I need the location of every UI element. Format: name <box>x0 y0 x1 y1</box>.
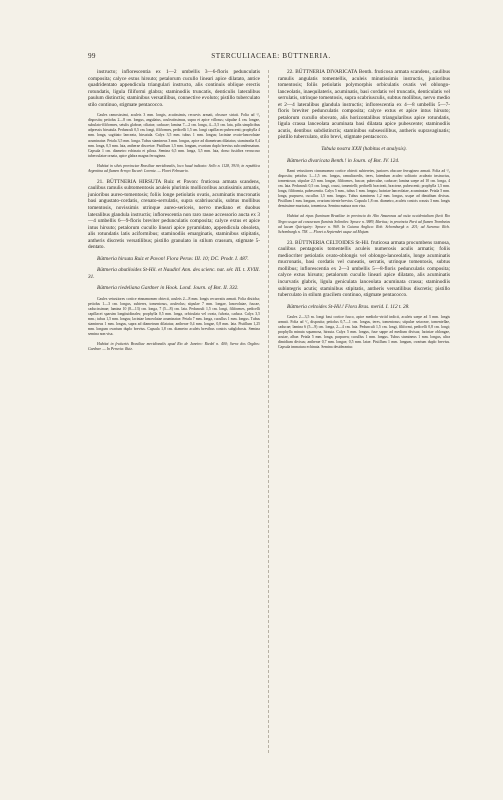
paragraph-habitat: Habitat ad ripas fluminum Brasiliae in provincia do Alto Amazonas ad ostia occidentalium fluvii Rio Negro usque ad concursum fluminis Solimões: Spruce n. 3889, Martius; in provincia Pará ad flumen Trombetas ad lacum Quiriquiry: Spruce n. 969. In Guiana Anglica: Rob. Schomburgk n. 201; ad Surumu: Rich. Schomburgk n. 758. — Floret a Septembri usque ad Majum. <box>278 214 450 234</box>
running-title: STERCULIACEAE: BÜTTNERIA. <box>211 52 331 60</box>
column-divider <box>268 70 270 753</box>
page-number: 99 <box>88 52 96 60</box>
synonym-citation: Büttneria abutiloides St-Hil. et Naudin! Ann. des scienc. nat. sér. III. t. XVIII. 31. <box>88 267 260 280</box>
species-22-description: 22. BÜTTNERIA DIVARICATA Benth. fruticosa armata scandens, caulibus ramulis angulatis tomentellis, aculeis minutissimis instructis, junioribus tomentosis; foliis petiolatis polymorphis orbiculatis ovatis vel oblongo-lanceolatis, inaequilateris, acuminatis, basi cordatis vel truncatis, denticulatis vel serrulatis, utrinque tomentosis, supra scabriusculis, subtus mollibus, nervo medio et 2—4 lateralibus glandula instructis; inflorescentia ex 4—8 umbellis 5—7-floris breviter pedunculatis composita; calyce extus et apice intus hirsuto; petalorum cucullo obovato, alis horizontalibus triangularibus apice rotundatis, ligula crassa lanceolata acuminata basi dilatata apice pubescente; staminodiis acutis, dentibus subdistinctis; staminibus subsessilibus, antheris supravaginatis; pistillo tuberculato, stilo brevi, stigmate pentacocco. <box>278 69 450 141</box>
species-21-description: 21. BÜTTNERIA HIRSUTA Ruiz et Pavon: fruticosa armata scandens, caulibus ramulis subtomentosis aculeis plurimis mollicoribus acutissimis armatis, junioribus aureo-tomentosis; foliis longe petiolatis ovatis, acuminatis mucronatis basi angustato-cordatis, crenato-serrulatis, supra scabriusculis, subtus mollibus tomentosis, novissimis utrinque aureo-sericeis, nervo mediano et duobus lateralibus glandula instructis; inflorescentia non raro rasoe accessorio aucta ex 3—4 umbellis 6—9-floris breviter pedunculatis composita; calyce extus et apice intus hirsuto; petalorum cucullo lineari apice pyramidato, appendicula obsoleta, alis rotundatis latis aciformibus; staminodiis emarginatis, staminibus stipitatis, antheris discretis versatilibus; pistillo granulato in stilum crassum, stigmate 5-dentato. <box>88 178 260 251</box>
synonym-citation: Büttneria hirsuta Ruiz et Pavon! Flora Peruv. III. 10; DC. Prodr. I. 487. <box>97 255 249 262</box>
plate-reference: Tabula nostra XXII (habitus et analysis). <box>321 146 407 153</box>
paragraph-habitat: Habitat in silvis provinciae Brasiliae meridionalis, loco haud indicato: Sello n. 1128, 3910; in republica Argentina ad flumen Arroyo Yacaré: Lorentz. — Floret Februario. <box>88 163 260 173</box>
species-23-description: 23. BÜTTNERIA CELTOIDES St-Hil. fruticosa armata procumbens ramosa, caulibus pentagonis tomentellis aculeis numerosis aculis armatis; foliis mediocriter petiolatis ovato-oblongis vel oblongo-lanceolatis, longe acuminatis mucronatis, basi cordatis vel cuneatis, serratis, utrinque tomentosis, subtus mollibus; inflorescentia ex 2—3 umbellis 5—8-floris pedunculatis composita; calyce extus hirsuto; petalorum cucullo lineari apice dilatato, alis acuminatis incurvatis glabris, ligula geniculata lanceolata acuminata crassa; staminodiis subintegris acutis; staminibus stipitatis, antheris versatilibus discretis; pistillo tuberculato in stilum gracilem continuo, stigmate pentacocco. <box>278 239 450 299</box>
paragraph-measurements: Rami vetustiores cinnamomeo cortice obtecti subteretes, juniores obscure ferrugineo armati. Folia ad ²/₃ disposita; petiolus 1—1,5 cm. longus, ramuliacedis, teres, latendum aculeo solitario aculeato instructus, tomentosus; stipulae 2,5 mm. longae, filiformes, fuscae, pubeculae, caducae; lamina saepe ad 10 cm. longa, 4 cm. lata. Pedunculi 0,5 cm. longi, crassi, tomentelli; pedicelli bracteati, bracteae, pubescenti; prophylla 1,5 mm. longa, filiformia, pubescentia. Calyx 5 mm., tubus 1 mm. longus; laciniae lanceolatae, acuminatae. Petala 5 mm. longa, purpurea, cucullus 1,5 mm. longus. Tubus stamineus 1,2 mm. longus, usque ad dimidium divisus. Pistillum 1 mm. longum, ovarium triente brevius. Capsula 1,8 cm. diametro, aculeis conicis crassis 3 mm. longis densissime muricata, tomentosa. Semina matura non visa. <box>278 169 450 209</box>
left-column <box>88 69 260 352</box>
paragraph-measurements: Caules vetustiores cortice einnamomeo obtecti, aculeis 2—8 mm. longis recurvatis armati. Folia disticha; petiolus 1—3 cm. longus, subteres, tomentosus, aculeolus; stipulae 7 mm. longae, lanceolatae, fuscae, caducissimae; lamina 10 (8—13) cm. longa, 7 (5—8) cm. lata. Pedunculi 1,5 cm. longi, filiformes, pedicelli capillacei sparsim longituidinales; prophylla 0,5 mm. longa, orbiculata vel ovata, fulvata, caduca. Calyx 3,5 mm.; tubus 1,5 mm. longus; laciniae lanceolatae acuminatae. Petala 7 mm. longa, cucullus 1 mm. longus. Tubus stamineus 1 mm. longus, supra ad diametrum dilatatus; antherae 0,4 mm. longae, 0,8 mm. lata. Pistillum 1,25 mm. longum ovarium duplo brevius. Capsula 1,8 cm. diametro aculeis brevibus conicis subglobosis. Semina semina non visa. <box>88 297 260 337</box>
paragraph-habitat: Habitat in fruticetis Brasiliae meridionalis apud Rio de Janeiro: Riedel n. 400; Serra dos Orgãos: Gardner. — In Peruvia: Ruiz. <box>88 342 260 352</box>
synonym-citation: Büttneria celtoides St-Hil.! Flora Bras. merid. I. 112 t. 28. <box>287 303 410 310</box>
page-header <box>88 52 453 64</box>
paragraph-continued-description: instructo; inflorescentia ex 1—2 umbellis 3—6-floris pedunculatis composita; calyce extus hirsuto; petalorum cucullo lineari apice dilatato, antice quadridentato appendicula triangulari instructo, alis continuis oblique erectis rotundatis, ligula filiformi glabra; staminodiis truncatis, denticulis lateralibus paulum distinctis; staminibus versatilibus, connective evoluto; pistillo tuberculato stilo continuo, stigmate pentacocco. <box>88 69 260 108</box>
paragraph-measurements: Caules 2—3,5 m. longi basi cortice fusco, apice mediolo-virtid indicti, aculeis saepe ad 3 mm. longis armati. Folia ad ²/₃ disposita; petiolus 0,7—1 cm. longus, teres, tomentosus; stipulae setaceae, tomentellae, caducae; lamina 6 (5—9) cm. longa, 2—4 cm. lata. Pedunculi 1,5 cm. longi, filiformi, pedicelli 0,8 cm. longi; prophylla minuta squamosa, hirsuta. Calyx 5 mm. longus, fuse sappe ad medium divisus; laciniae oblongae, acutae, albae. Petala 5 mm. longa, purpurea; cucullus 1 mm. longus. Tubus stamineus 1 mm. longus, ultra dimidium divisus; antherae 0,7 mm. longae, 0,5 mm. latae. Pistillum 1 mm. longum, ovarium duplo brevius. Capsula immatura echinata. Semina desiderantur. <box>278 315 450 350</box>
paragraph-measurements: Caules ramosissimi, aculeis 3 mm. longis, acutissimis, recurvis armati, obscure striati. Folia ad ²/₃ disposita; petiolus 2—8 cm. longus, angulatus, aculeatissimus, supra et apice villosus; stipulae 4 cm. longae, subulato-filiformes, setulis glabrae, ciliatae, caducae; lamina 7—2 cm. longa, 4—5,5 cm. lata, pilis simplicibus adpressis hirsutula. Pedunculi 0,5 cm. longi, filiformes, pedicelli 1,5 cm. longi capillaceo pubescenti; prophylla 4 mm. longa, sagittato lanceata, hirsutula. Calyx 3,5 mm. tubus 1 mm. longus; laciniae ovato-lanceolatae acuminatae. Petala 3,5 mm. longa. Tubus stamineus 3 mm. longus, apice ad diametrum dilatatus; staminodia 0,4 mm. longa, 0,5 mm. lata, antherae discretae. Pistillum 1,5 mm. longum, ovarium duplo brevius subcondensatum. Capsula 1 cm. diametro echinata et pilosa. Semina 6,5 mm. longa, 3,5 mm. lata, dorso fusidiva verrucoso tuberculatae ornata, apice glabra magna ferruginea. <box>88 113 260 158</box>
right-column <box>278 69 450 350</box>
synonym-citation: Büttneria riedeliana Gardner in Hook. Lond. Journ. of Bot. II. 332. <box>97 285 239 292</box>
synonym-citation: Büttneria divaricata Benth.! in Journ. of Bot. IV. 124. <box>287 157 400 164</box>
